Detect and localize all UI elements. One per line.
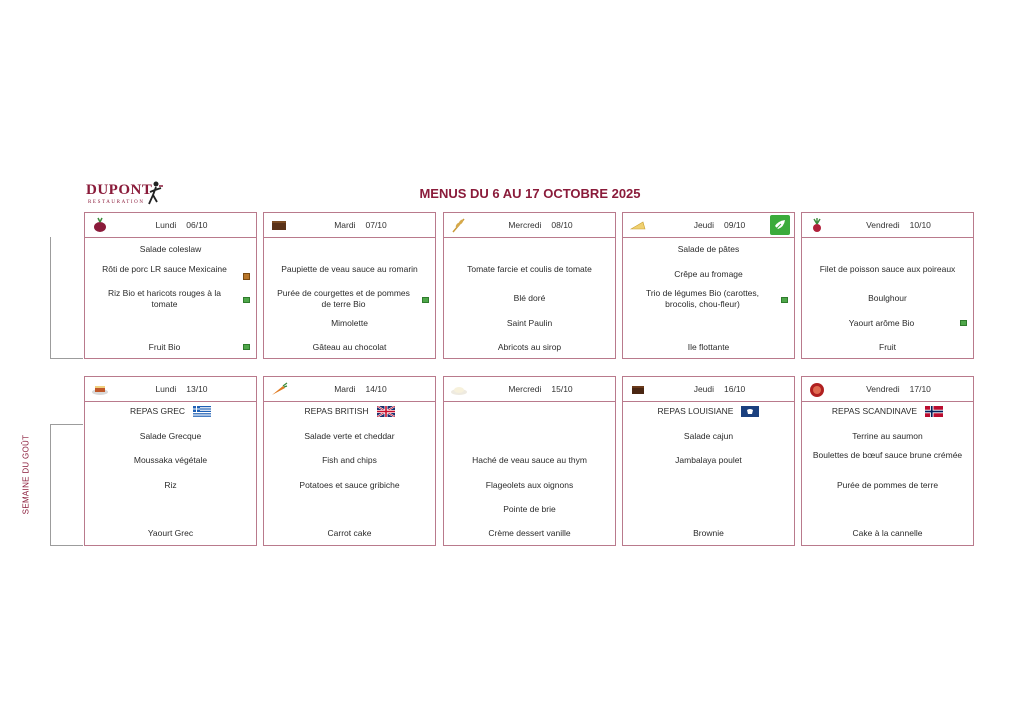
uk-flag-icon <box>377 406 395 417</box>
day-name: Vendredi <box>866 384 900 394</box>
wheat-icon <box>450 217 468 233</box>
menu-card-lundi-13-10 <box>84 376 257 546</box>
menu-item: Fruit Bio <box>148 342 181 352</box>
day-name: Mardi <box>334 220 356 230</box>
card-body <box>85 238 256 358</box>
menu-item: Trio de légumes Bio (carottes, brocolis, chou-fleur) <box>645 288 760 309</box>
card-header <box>444 213 615 238</box>
card-header <box>264 377 435 402</box>
day-date: 15/10 <box>551 384 573 394</box>
menu-item: Rôti de porc LR sauce Mexicaine <box>102 263 227 274</box>
day-label <box>290 220 431 230</box>
day-name: Lundi <box>155 220 177 230</box>
day-date: 14/10 <box>365 384 387 394</box>
brownie-icon <box>629 381 647 397</box>
menu-item: Filet de poisson sauce aux poireaux <box>819 263 956 274</box>
bio-label-icon <box>243 297 250 303</box>
card-header <box>444 377 615 402</box>
menu-card-lundi-06-10 <box>84 212 257 359</box>
day-date: 08/10 <box>551 220 573 230</box>
bio-label-icon <box>243 344 250 350</box>
menu-card-vendredi-17-10 <box>801 376 974 546</box>
card-body <box>623 402 794 545</box>
dupont-logo <box>86 180 166 208</box>
radish-icon <box>808 217 826 233</box>
page-title: MENUS DU 6 AU 17 OCTOBRE 2025 <box>419 186 641 201</box>
bio-label-icon <box>422 297 429 303</box>
card-header <box>264 213 435 238</box>
menu-item: Moussaka végétale <box>133 455 208 466</box>
menu-item: Potatoes et sauce gribiche <box>299 479 400 490</box>
menu-card-mercredi-15-10 <box>443 376 616 546</box>
menu-item: Terrine au saumon <box>852 431 923 441</box>
vegetarian-leaf-icon <box>770 215 790 235</box>
waiter-figure-icon <box>144 180 164 206</box>
theme-title <box>274 406 425 417</box>
day-name: Lundi <box>155 384 177 394</box>
bracket-line-top <box>50 237 51 359</box>
menu-item: Saint Paulin <box>506 317 553 328</box>
menu-item: Riz Bio et haricots rouges à la tomate <box>108 288 221 309</box>
day-name: Jeudi <box>693 220 715 230</box>
day-date: 13/10 <box>186 384 208 394</box>
day-date: 16/10 <box>724 384 746 394</box>
greece-flag-icon <box>193 406 211 417</box>
day-label <box>111 220 252 230</box>
menu-item: Blé doré <box>513 293 546 303</box>
menu-item: Crêpe au fromage <box>674 268 743 279</box>
day-label <box>649 384 790 394</box>
day-date: 17/10 <box>909 384 931 394</box>
menu-item: Boulettes de bœuf sauce brune crémée <box>812 450 963 461</box>
menu-item: Salade coleslaw <box>139 244 202 254</box>
card-header <box>85 377 256 402</box>
beet-icon <box>91 217 109 233</box>
day-label <box>111 384 252 394</box>
theme-label: REPAS BRITISH <box>304 406 369 416</box>
day-name: Vendredi <box>866 220 900 230</box>
menu-item: Yaourt arôme Bio <box>848 317 915 328</box>
theme-label: REPAS GREC <box>129 406 186 416</box>
menu-item: Gâteau au chocolat <box>312 342 387 352</box>
day-label <box>828 220 969 230</box>
menu-card-mercredi-08-10 <box>443 212 616 359</box>
menu-card-vendredi-10-10 <box>801 212 974 359</box>
menu-item: Brownie <box>693 528 724 539</box>
menu-item: Cake à la cannelle <box>852 528 923 539</box>
moussaka-icon <box>91 381 109 397</box>
label-rouge-icon <box>243 273 250 280</box>
day-date: 06/10 <box>186 220 208 230</box>
brand-subtitle: RESTAURATION <box>88 200 145 205</box>
card-body <box>623 238 794 358</box>
menu-item: Abricots au sirop <box>497 342 562 352</box>
menu-item: Fruit <box>879 342 896 352</box>
menu-item: Salade de pâtes <box>677 244 740 254</box>
menu-item: Purée de courgettes et de pommes de terre Bio <box>277 288 410 309</box>
card-body <box>802 238 973 358</box>
menu-item: Crème dessert vanille <box>488 528 571 539</box>
day-name: Mercredi <box>508 384 542 394</box>
card-header <box>802 213 973 238</box>
day-name: Jeudi <box>693 384 715 394</box>
card-header <box>623 213 794 238</box>
menu-card-mardi-14-10 <box>263 376 436 546</box>
brand-name: DUPONT <box>86 182 153 198</box>
side-label: SEMAINE DU GOÛT <box>21 434 31 515</box>
menu-item: Tomate farcie et coulis de tomate <box>467 263 592 274</box>
menu-item: Riz <box>164 479 177 490</box>
chocolate-icon <box>270 217 288 233</box>
menu-card-jeudi-09-10 <box>622 212 795 359</box>
menu-item: Flageolets aux oignons <box>485 479 574 490</box>
day-date: 09/10 <box>724 220 746 230</box>
theme-title <box>633 406 784 417</box>
bracket-line-week2-top <box>50 424 83 425</box>
carrot-icon <box>270 381 288 397</box>
day-name: Mardi <box>334 384 356 394</box>
card-header <box>85 213 256 238</box>
salmon-icon <box>808 381 826 397</box>
day-label <box>290 384 431 394</box>
theme-label: REPAS SCANDINAVE <box>831 406 918 416</box>
norway-flag-icon <box>925 406 943 417</box>
bracket-line-mid <box>50 358 83 359</box>
menu-item: Mimolette <box>331 317 368 328</box>
card-body <box>802 402 973 545</box>
theme-label: REPAS LOUISIANE <box>657 406 734 416</box>
menu-item: Carrot cake <box>327 528 372 539</box>
bracket-line-week2 <box>50 424 51 546</box>
cream-icon <box>450 381 468 397</box>
day-name: Mercredi <box>508 220 542 230</box>
menu-card-mardi-07-10 <box>263 212 436 359</box>
card-body <box>85 402 256 545</box>
day-label <box>470 220 611 230</box>
menu-item: Paupiette de veau sauce au romarin <box>281 263 418 274</box>
card-body <box>264 402 435 545</box>
bio-label-icon <box>960 320 967 326</box>
card-body <box>444 238 615 358</box>
bracket-line-bottom <box>50 545 83 546</box>
menu-item: Ile flottante <box>687 342 730 352</box>
menu-item: Salade verte et cheddar <box>304 431 395 441</box>
menu-item: Pointe de brie <box>503 503 556 514</box>
menu-item: Jambalaya poulet <box>675 455 742 466</box>
menu-item: Salade Grecque <box>139 431 202 441</box>
card-header <box>802 377 973 402</box>
menu-item: Salade cajun <box>683 431 734 441</box>
day-date: 07/10 <box>365 220 387 230</box>
louisiana-flag-icon <box>741 406 759 417</box>
day-date: 10/10 <box>909 220 931 230</box>
theme-title <box>812 406 963 417</box>
day-label <box>828 384 969 394</box>
menu-card-jeudi-16-10 <box>622 376 795 546</box>
card-header <box>623 377 794 402</box>
menu-item: Boulghour <box>868 293 907 303</box>
day-label <box>649 220 790 230</box>
theme-title <box>95 406 246 417</box>
day-label <box>470 384 611 394</box>
card-body <box>444 402 615 545</box>
menu-item: Fish and chips <box>322 455 377 466</box>
card-body <box>264 238 435 358</box>
menu-item: Yaourt Grec <box>147 528 194 539</box>
bio-label-icon <box>781 297 788 303</box>
menu-item: Purée de pommes de terre <box>836 479 939 490</box>
menu-item: Haché de veau sauce au thym <box>472 455 587 466</box>
cheese-icon <box>629 217 647 233</box>
